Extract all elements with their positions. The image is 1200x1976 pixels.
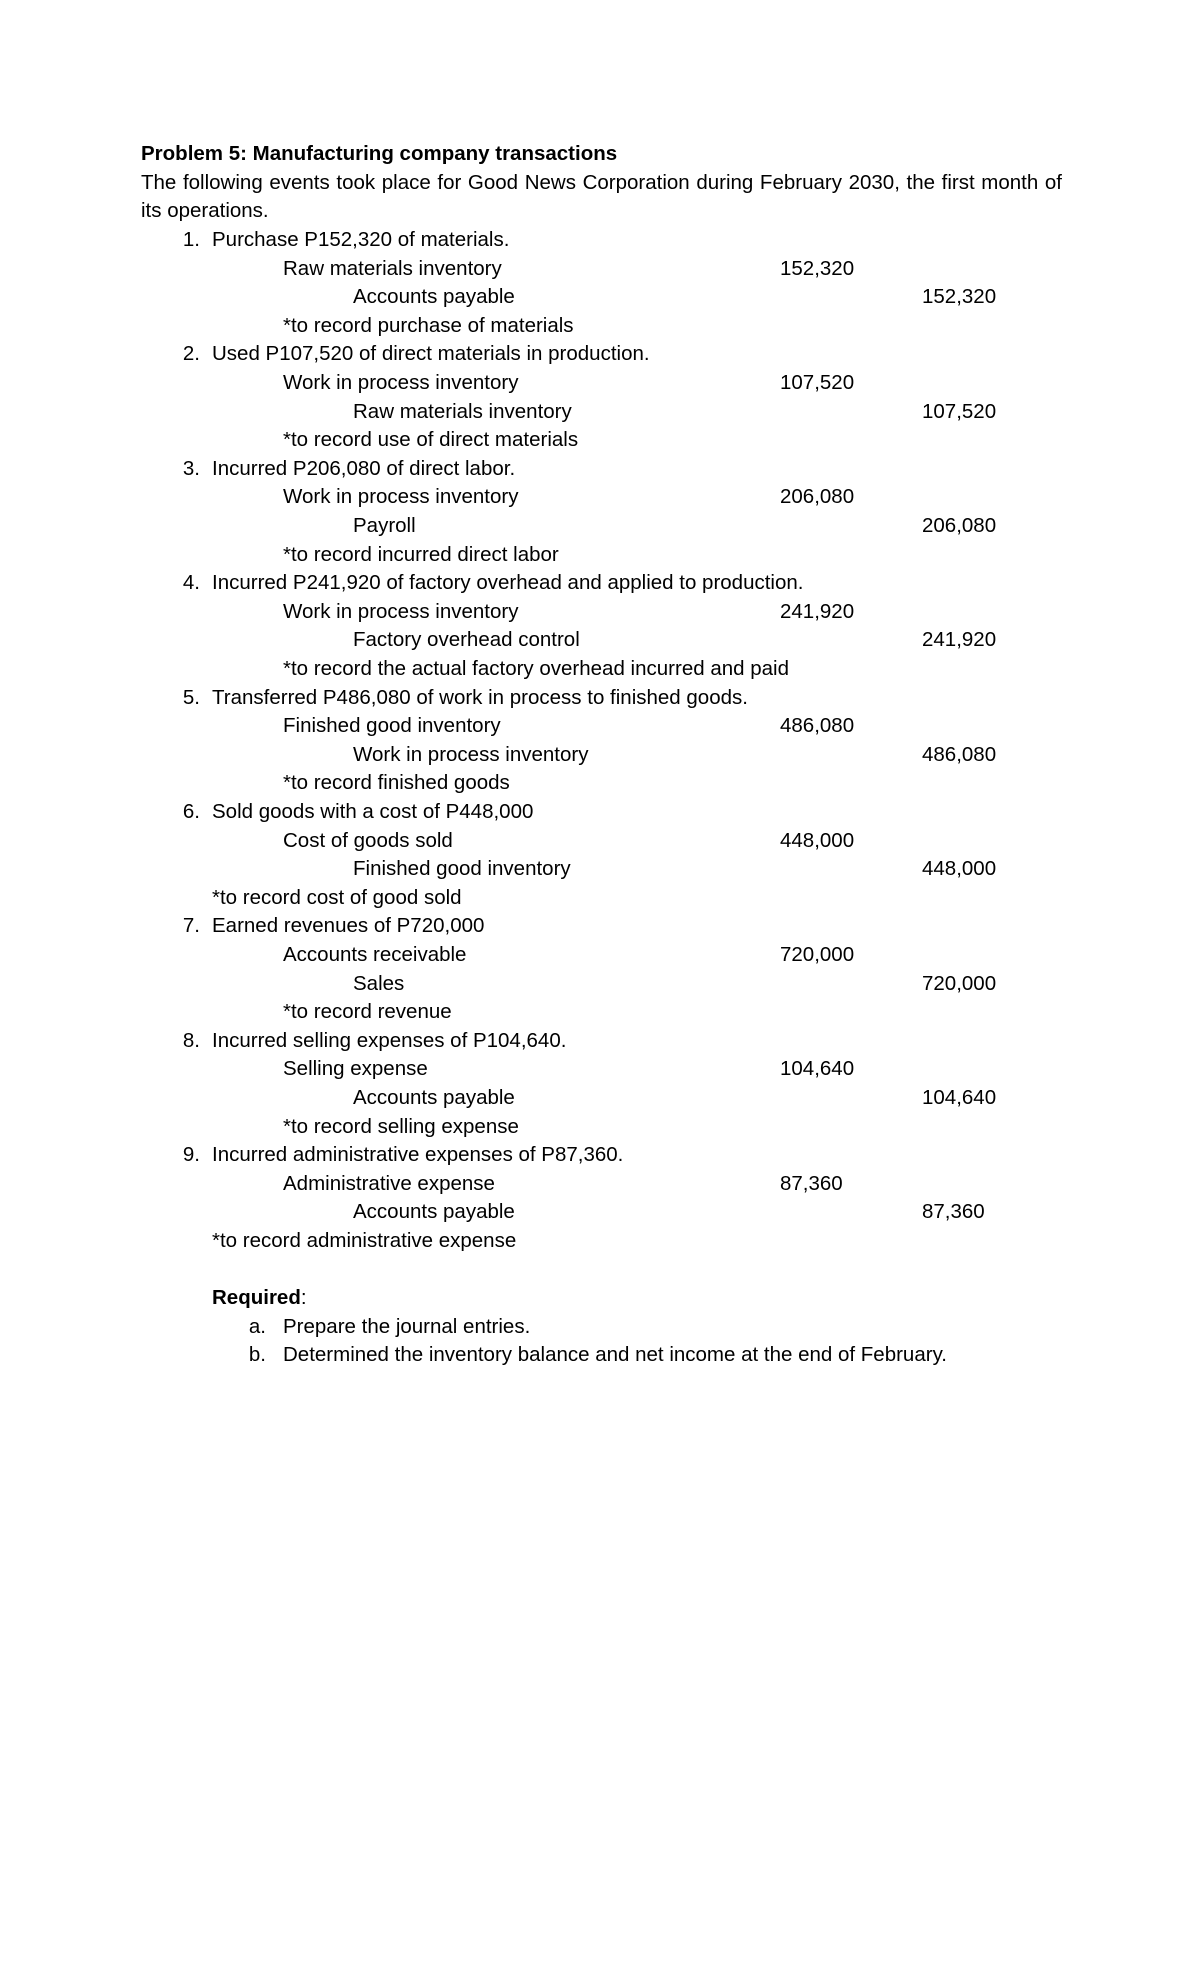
debit-amount: 104,640 <box>780 1057 855 1081</box>
credit-account: Raw materials inventory <box>353 399 572 423</box>
debit-amount: 206,080 <box>780 485 855 509</box>
entry-memo: *to record use of direct materials <box>283 428 579 452</box>
item-description: Transferred P486,080 of work in process to finished goods. <box>212 685 748 709</box>
credit-account: Factory overhead control <box>353 628 580 652</box>
debit-amount: 720,000 <box>780 943 855 966</box>
credit-amount: 87,360 <box>922 1200 985 1224</box>
required-heading: Required <box>212 1286 301 1310</box>
entry-memo: *to record finished goods <box>283 771 510 795</box>
required-label <box>212 1284 307 1313</box>
credit-amount: 720,000 <box>922 971 997 995</box>
debit-account: Cost of goods sold <box>283 828 453 852</box>
credit-amount: 486,080 <box>922 742 997 766</box>
item-description: Incurred selling expenses of P104,640. <box>212 1028 567 1052</box>
required-colon: : <box>300 1286 307 1310</box>
debit-account: Accounts receivable <box>283 943 467 966</box>
item-number: 9. <box>182 1143 200 1167</box>
credit-account: Accounts payable <box>353 285 515 309</box>
debit-account: Work in process inventory <box>283 599 519 623</box>
entry-memo: *to record incurred direct labor <box>283 542 559 566</box>
credit-account: Payroll <box>353 514 416 537</box>
credit-amount: 448,000 <box>922 857 997 881</box>
credit-account: Accounts payable <box>353 1200 515 1224</box>
problem-title: Problem 5: Manufacturing company transactions <box>141 142 618 165</box>
debit-account: Selling expense <box>283 1057 428 1081</box>
debit-account: Work in process inventory <box>283 371 519 394</box>
item-description: Incurred P241,920 of factory overhead and applied to production. <box>212 571 804 595</box>
entry-memo: *to record administrative expense <box>212 1229 517 1252</box>
debit-account: Finished good inventory <box>283 714 501 738</box>
debit-amount: 152,320 <box>780 256 855 280</box>
required-item-text: Determined the inventory balance and net income at the end of February. <box>283 1343 947 1367</box>
debit-amount: 87,360 <box>780 1171 843 1195</box>
credit-account: Sales <box>353 971 405 995</box>
entry-memo: *to record revenue <box>283 1000 452 1024</box>
credit-amount: 107,520 <box>922 399 997 423</box>
item-description: Incurred P206,080 of direct labor. <box>212 456 516 480</box>
item-description: Sold goods with a cost of P448,000 <box>212 800 534 823</box>
debit-account: Administrative expense <box>283 1171 495 1195</box>
item-description: Used P107,520 of direct materials in production. <box>212 342 650 366</box>
credit-amount: 206,080 <box>922 514 997 537</box>
required-item-text: Prepare the journal entries. <box>283 1314 531 1338</box>
debit-amount: 448,000 <box>780 828 855 852</box>
entry-memo: *to record cost of good sold <box>212 885 462 909</box>
required-item-letter: a. <box>248 1314 266 1338</box>
item-description: Incurred administrative expenses of P87,360. <box>212 1143 624 1167</box>
debit-amount: 107,520 <box>780 371 855 394</box>
item-number: 5. <box>182 685 200 709</box>
credit-amount: 104,640 <box>922 1086 997 1109</box>
debit-amount: 486,080 <box>780 714 855 738</box>
item-number: 4. <box>182 571 200 595</box>
item-number: 6. <box>182 800 200 823</box>
item-number: 2. <box>182 342 200 366</box>
entry-memo: *to record selling expense <box>283 1114 519 1138</box>
debit-amount: 241,920 <box>780 599 855 623</box>
credit-amount: 241,920 <box>922 628 997 652</box>
item-number: 7. <box>182 914 200 938</box>
credit-account: Work in process inventory <box>353 742 589 766</box>
intro-paragraph: The following events took place for Good News Corporation during February 2030, the first month of its operations. <box>141 170 1062 223</box>
debit-account: Work in process inventory <box>283 485 519 509</box>
item-number: 1. <box>182 228 200 251</box>
debit-account: Raw materials inventory <box>283 256 502 280</box>
required-item-letter: b. <box>248 1343 266 1367</box>
item-number: 3. <box>182 456 200 480</box>
entry-memo: *to record purchase of materials <box>283 313 574 337</box>
item-number: 8. <box>182 1028 200 1052</box>
item-description: Purchase P152,320 of materials. <box>212 228 510 251</box>
item-description: Earned revenues of P720,000 <box>212 914 485 938</box>
credit-amount: 152,320 <box>922 285 997 309</box>
credit-account: Finished good inventory <box>353 857 571 881</box>
entry-memo: *to record the actual factory overhead incurred and paid <box>283 657 789 680</box>
credit-account: Accounts payable <box>353 1086 515 1109</box>
